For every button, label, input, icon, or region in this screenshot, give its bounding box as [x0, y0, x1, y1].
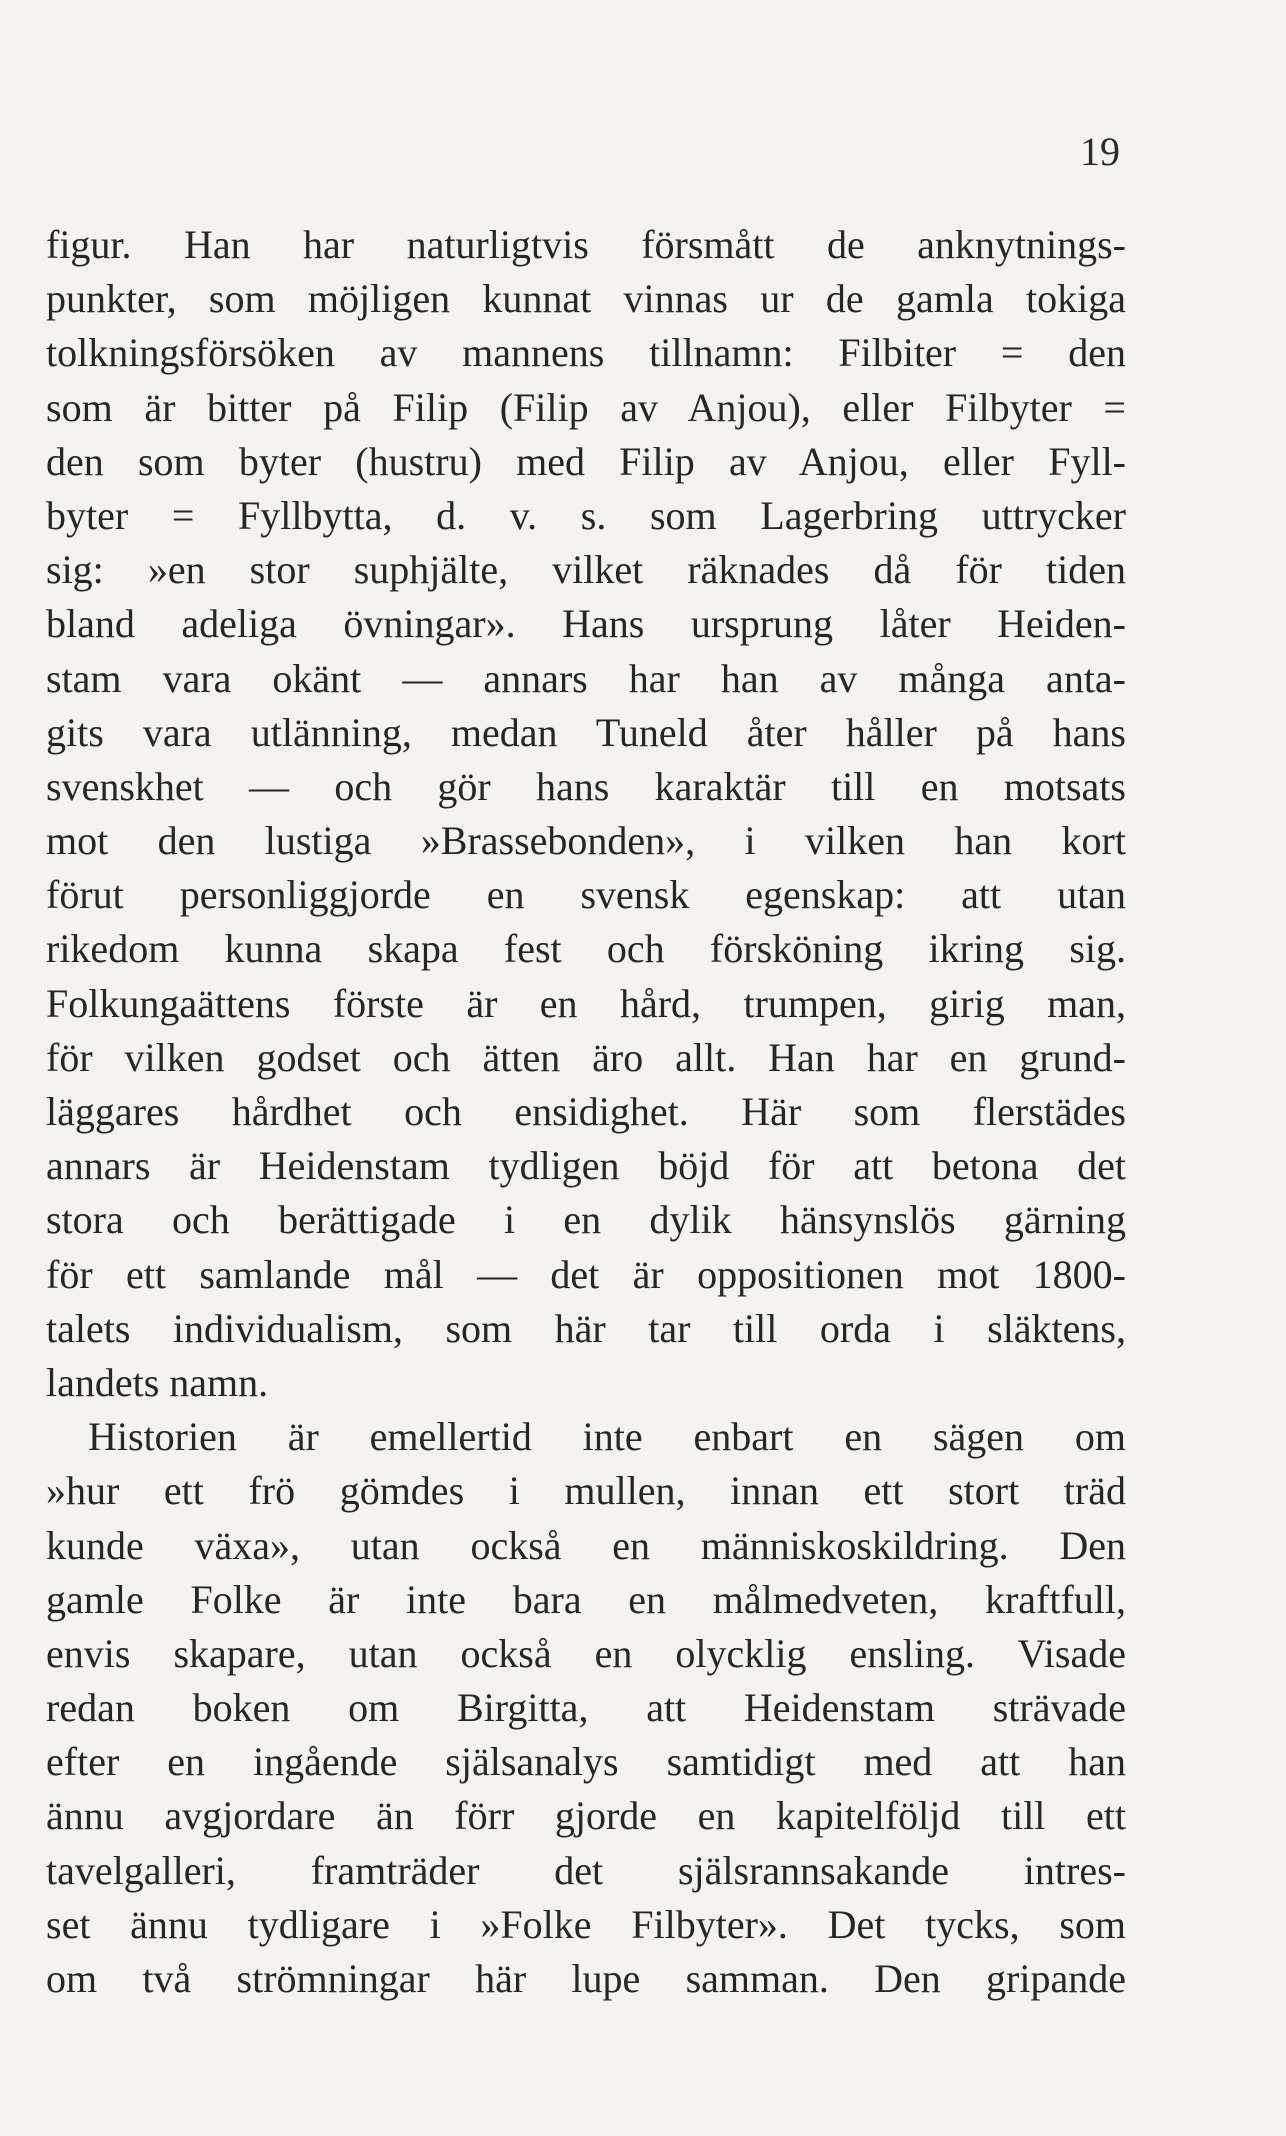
text-line: rikedom kunna skapa fest och försköning ikring sig.: [46, 926, 1126, 972]
text-line: Historien är emellertid inte enbart en sägen om: [88, 1414, 1126, 1460]
text-line: envis skapare, utan också en olycklig ensling. Visade: [46, 1630, 1126, 1676]
text-line: bland adeliga övningar». Hans ursprung låter Heiden-: [46, 601, 1126, 647]
text-line: om två strömningar här lupe samman. Den gripande: [46, 1956, 1126, 2001]
text-line: tolkningsförsöken av mannens tillnamn: Filbiter = den: [46, 330, 1126, 376]
text-line: svenskhet — och gör hans karaktär till en motsats: [46, 763, 1126, 809]
text-line: gamle Folke är inte bara en målmedveten, kraftfull,: [46, 1576, 1126, 1622]
text-line: för ett samlande mål — det är oppositionen mot 1800-: [46, 1251, 1126, 1297]
text-line: set ännu tydligare i »Folke Filbyter». Det tycks, som: [46, 1901, 1126, 1947]
text-line: kunde växa», utan också en människoskildring. Den: [46, 1522, 1126, 1568]
text-line: sig: »en stor suphjälte, vilket räknades då för tiden: [46, 547, 1126, 593]
text-line: byter = Fyllbytta, d. v. s. som Lagerbring uttrycker: [46, 492, 1126, 538]
text-line: förut personliggjorde en svensk egenskap: att utan: [46, 872, 1126, 918]
text-line: läggares hårdhet och ensidighet. Här som flerstädes: [46, 1089, 1126, 1134]
text-line: »hur ett frö gömdes i mullen, innan ett stort träd: [46, 1468, 1126, 1514]
text-line: stora och berättigade i en dylik hänsynslös gärning: [46, 1197, 1126, 1243]
text-line: talets individualism, som här tar till orda i släktens,: [46, 1305, 1126, 1351]
text-line: figur. Han har naturligtvis försmått de anknytnings-: [46, 222, 1126, 267]
text-line: stam vara okänt — annars har han av många anta-: [46, 655, 1126, 701]
text-line: redan boken om Birgitta, att Heidenstam strävade: [46, 1685, 1126, 1731]
text-line: tavelgalleri, framträder det själsrannsakande intres-: [46, 1847, 1126, 1893]
text-line: gits vara utlänning, medan Tuneld åter håller på hans: [46, 709, 1126, 755]
body-text: [46, 218, 1126, 2006]
text-line: landets namn.: [46, 1359, 269, 1405]
text-line: för vilken godset och ätten äro allt. Han har en grund-: [46, 1034, 1126, 1080]
text-line: mot den lustiga »Brassebonden», i vilken han kort: [46, 818, 1126, 864]
text-line: ännu avgjordare än förr gjorde en kapitelföljd till ett: [46, 1793, 1126, 1839]
text-line: annars är Heidenstam tydligen böjd för att betona det: [46, 1143, 1126, 1189]
text-line: som är bitter på Filip (Filip av Anjou), eller Filbyter =: [46, 384, 1126, 430]
text-line: Folkungaättens förste är en hård, trumpen, girig man,: [46, 980, 1126, 1026]
page-number: 19: [1080, 129, 1120, 174]
text-line: den som byter (hustru) med Filip av Anjou, eller Fyll-: [46, 438, 1126, 484]
text-line: efter en ingående själsanalys samtidigt med att han: [46, 1739, 1126, 1785]
text-line: punkter, som möjligen kunnat vinnas ur de gamla tokiga: [46, 276, 1126, 322]
